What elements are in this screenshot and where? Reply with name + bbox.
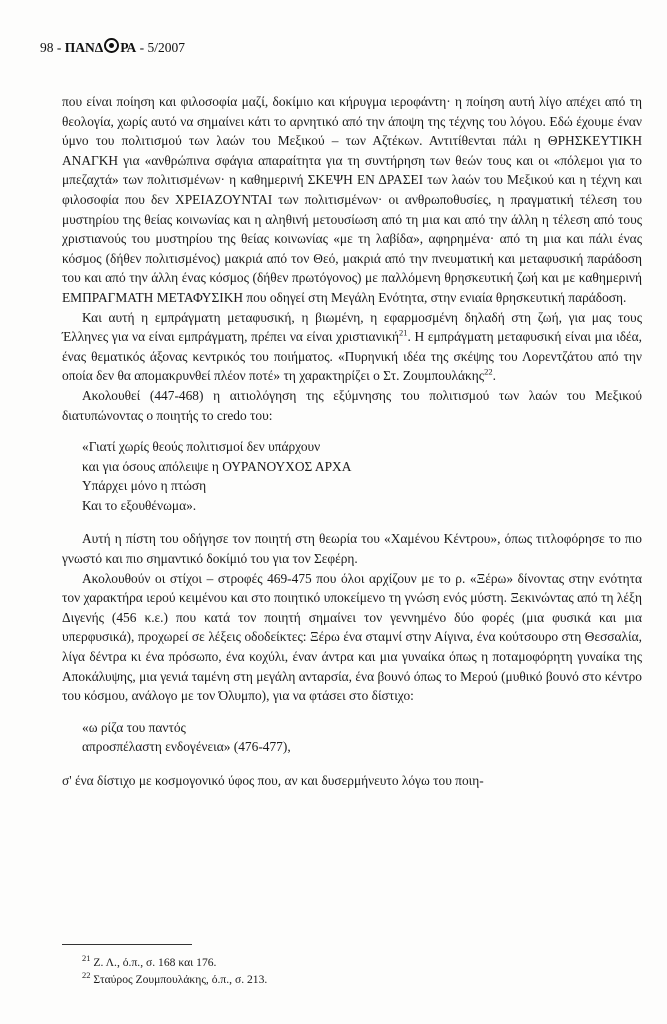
poem-line: και για όσους απόλειψε η ΟΥΡΑΝΟΥΧΟΣ ΑΡΧΑ: [82, 458, 352, 474]
paragraph: Αυτή η πίστη του οδήγησε τον ποιητή στη θεωρία του «Χαμένου Κέντρου», όπως τιτλοφόρησε το πιο γνωστό και πιο σημαντικό δοκίμιό του για τον Σεφέρη.: [62, 531, 642, 567]
header-dash: -: [139, 40, 145, 55]
footnote-ref: 21: [398, 327, 408, 338]
poem-quote: [82, 718, 642, 757]
footnote-number: 21: [82, 953, 91, 964]
poem-quote: [82, 437, 642, 515]
footnote-ref: 22: [484, 366, 493, 377]
poem-line: «Γιατί χωρίς θεούς πολιτισμοί δεν υπάρχουν: [82, 439, 321, 455]
page-number: 98: [40, 40, 54, 55]
paragraph: σ' ένα δίστιχο με κοσμογονικό ύφος που, αν και δυσερμήνευτο λόγω του ποιη-: [62, 773, 484, 788]
paragraph: Ακολουθεί (447-468) η αιτιολόγηση της εξύμνησης του πολιτισμού των λαών του Μεξικού διατυπώνοντας ο ποιητής το credo του:: [62, 387, 642, 423]
footnote-number: 22: [82, 970, 91, 981]
footnote: [62, 954, 642, 971]
body-text: [62, 92, 642, 791]
paragraph-text: Και αυτή η εμπράγματη μεταφυσική, η βιωμένη, η εφαρμοσμένη δηλαδή στη ζωή, για μας τους Έλληνες για να είναι εμπράγματη, πρέπει να είναι χριστιανική: [62, 309, 642, 345]
journal-logo-icon: [104, 38, 119, 53]
paragraph: που είναι ποίηση και φιλοσοφία μαζί, δοκίμιο και κήρυγμα ιεροφάντη· η ποίηση αυτή λίγο απέχει από τη θεολογία, χωρίς αυτό να σημαίνει κάτι το αρνητικό από την άποψη της τέχνης του λόγου. Εδώ έχουμε έναν ύμνο του πολιτισμού των λαών του Μεξικού – των Αζτέκων. Αντιτίθενται πάλι η ΘΡΗΣΚΕΥΤΙΚΗ ΑΝΑΓΚΗ για «ανθρώπινα σφάγια απαραίτητα για τη συντήρηση των θεών τους και οι «πόλεμοι για το μπεζαχτά» των πολιτισμένων· η καθημερινή ΣΚΕΨΗ ΕΝ ΔΡΑΣΕΙ των λαών του Μεξικού και η τέχνη και φιλοσοφία που δεν ΧΡΕΙΑΖΟΥΝΤΑΙ των πολιτισμένων· οι ανθρωποθυσίες, η πραγματική τέλεση του μυστηρίου της θείας κοινωνίας και η αληθινή μετουσίωση από τη μια και από την άλλη η τέλεση από τους χριστιανούς του μυστηρίου της θείας κοινωνίας «με τη λαβίδα», αφηρημένα· από τη μια και πάλι ένας κόσμος (δήθεν πολιτισμένος) μακριά από τον Θεό, μακριά από την πνευματική και μεταφυσική παράδοση του και από την άλλη ένας κόσμος (δήθεν πρωτόγονος) με παλλόμενη θρησκευτική ζωή και με καθημερινή ΕΜΠΡΑΓΜΑΤΗ ΜΕΤΑΦΥΣΙΚΗ που οδηγεί στη Μεγάλη Ενότητα, στην ενιαία θρησκευτική παράδοση.: [62, 94, 642, 305]
poem-line: απροσπέλαστη ενδογένεια» (476-477),: [82, 739, 291, 755]
footnote-text: Σταύρος Ζουμπουλάκης, ό.π., σ. 213.: [93, 973, 268, 986]
poem-line: «ω ρίζα του παντός: [82, 719, 186, 735]
footnotes: [62, 954, 642, 988]
running-header: [40, 38, 185, 56]
paragraph-text: .: [492, 368, 496, 384]
poem-line: Και το εξουθένωμα».: [82, 497, 197, 513]
paragraph: [62, 308, 642, 386]
footnote-divider: [62, 944, 192, 945]
journal-name-end: ΡΑ: [120, 40, 137, 55]
poem-line: Υπάρχει μόνο η πτώση: [82, 478, 207, 494]
issue-number: 5/2007: [147, 40, 185, 55]
journal-name-start: ΠΑΝΔ: [64, 40, 104, 55]
paragraph-text: . Η εμπράγματη μεταφυσική είναι μια ιδέα, ένας θεματικός άξονας κεντρικός του ποιήματος. «Πυρηνική ιδέα της σκέψης του Λορεντζάτου από την οποία δεν θα απομακρυνθεί πλέον ποτέ» τη χαρακτηρίζει ο Στ. Ζουμπουλάκης: [62, 329, 642, 384]
paragraph: Ακολουθούν οι στίχοι – στροφές 469-475 που όλοι αρχίζουν με το ρ. «Ξέρω» δίνοντας στην ενότητα τον χαρακτήρα ιερού κειμένου και στο ποιητικό υποκείμενο τη γνώση ενός μύστη. Ξεκινώντας από τη λέξη Διγενής (456 κ.ε.) που κατά τον ποιητή σημαίνει τον γεννημένο δύο φορές (μια φυσικά και μια υπερφυσικά), προχωρεί σε λέξεις οδοδείκτες: Ξέρω ένα σταμνί στην Αίγινα, ένα κούτσουρο στη Θεσσαλία, λίγα δέντρα κι ένα πρόσωπο, ένα κοχύλι, έναν άντρα και μια γυναίκα όπως η ποταμοφόρητη γυναίκα της Αποκάλυψης, μια γενιά ταμένη στη μεγάλη ανταρσία, ένα βουνό όπως το Μερού (μυθικό βουνό στο κέντρο του κόσμου, ανάλογο με τον Όλυμπο), για να φτάσει στο δίστιχο:: [62, 570, 642, 704]
footnote: [62, 971, 642, 988]
footnote-text: Ζ. Λ., ό.π., σ. 168 και 176.: [93, 956, 217, 969]
header-dash: -: [56, 40, 62, 55]
